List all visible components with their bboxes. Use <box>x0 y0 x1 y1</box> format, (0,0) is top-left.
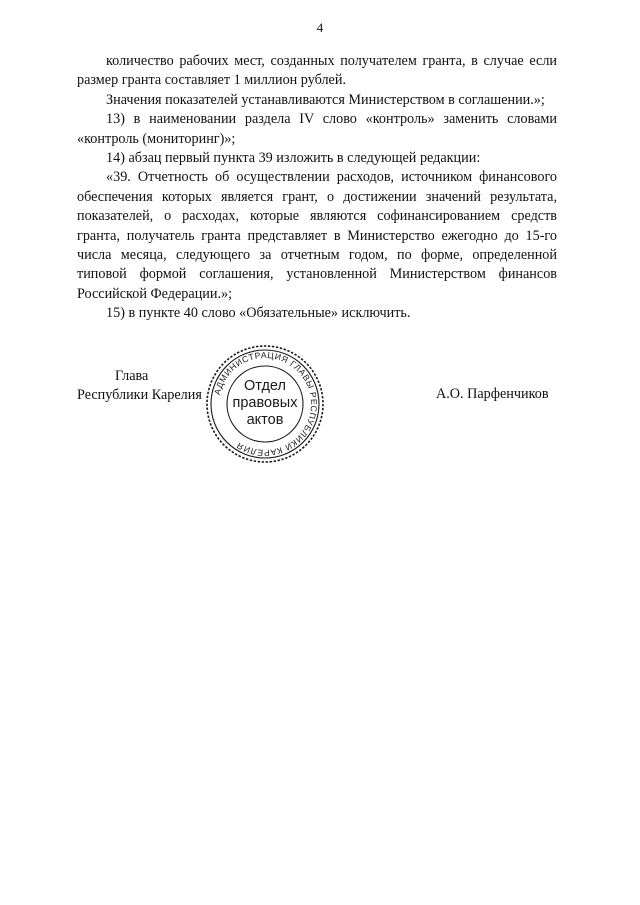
paragraph-item-39: «39. Отчетность об осуществлении расходов, источником финансового обеспечения которых является грант, о достижении значений результата, показателей, о расходах, которые являются софинансированием средств гранта, получатель гранта представляет в Министерство ежегодно до 15-го числа месяца, следующего за отчетным годом, по форме, определенной типовой формой соглашения, установленной Министерством финансов Российской Федерации.»; <box>77 169 557 302</box>
signature-name: А.О. Парфенчиков <box>436 386 549 402</box>
stamp-center-line2: правовых <box>232 395 298 411</box>
page-number: 4 <box>316 20 324 35</box>
stamp-center-line3: актов <box>246 412 284 428</box>
signature-title <box>77 367 202 405</box>
paragraph-continuation: количество рабочих мест, созданных получателем гранта, в случае если размер гранта составляет 1 миллион рублей. <box>77 53 557 89</box>
paragraph-indicators: Значения показателей устанавливаются Министерством в соглашении.»; <box>106 91 545 108</box>
stamp-center-line1: Отдел <box>244 378 286 394</box>
paragraph-item-13: 13) в наименовании раздела IV слово «контроль» заменить словами «контроль (мониторинг)»; <box>77 111 557 147</box>
paragraph-item-15: 15) в пункте 40 слово «Обязательные» исключить. <box>106 305 411 322</box>
official-stamp <box>203 342 327 466</box>
signature-title-line1: Глава <box>115 368 149 384</box>
paragraph-item-14: 14) абзац первый пункта 39 изложить в следующей редакции: <box>106 150 481 167</box>
document-body <box>77 52 557 324</box>
stamp-ring-text: АДМИНИСТРАЦИЯ ГЛАВЫ РЕСПУБЛИКИ КАРЕЛИЯ <box>211 349 320 459</box>
signature-title-line2: Республики Карелия <box>77 387 202 403</box>
